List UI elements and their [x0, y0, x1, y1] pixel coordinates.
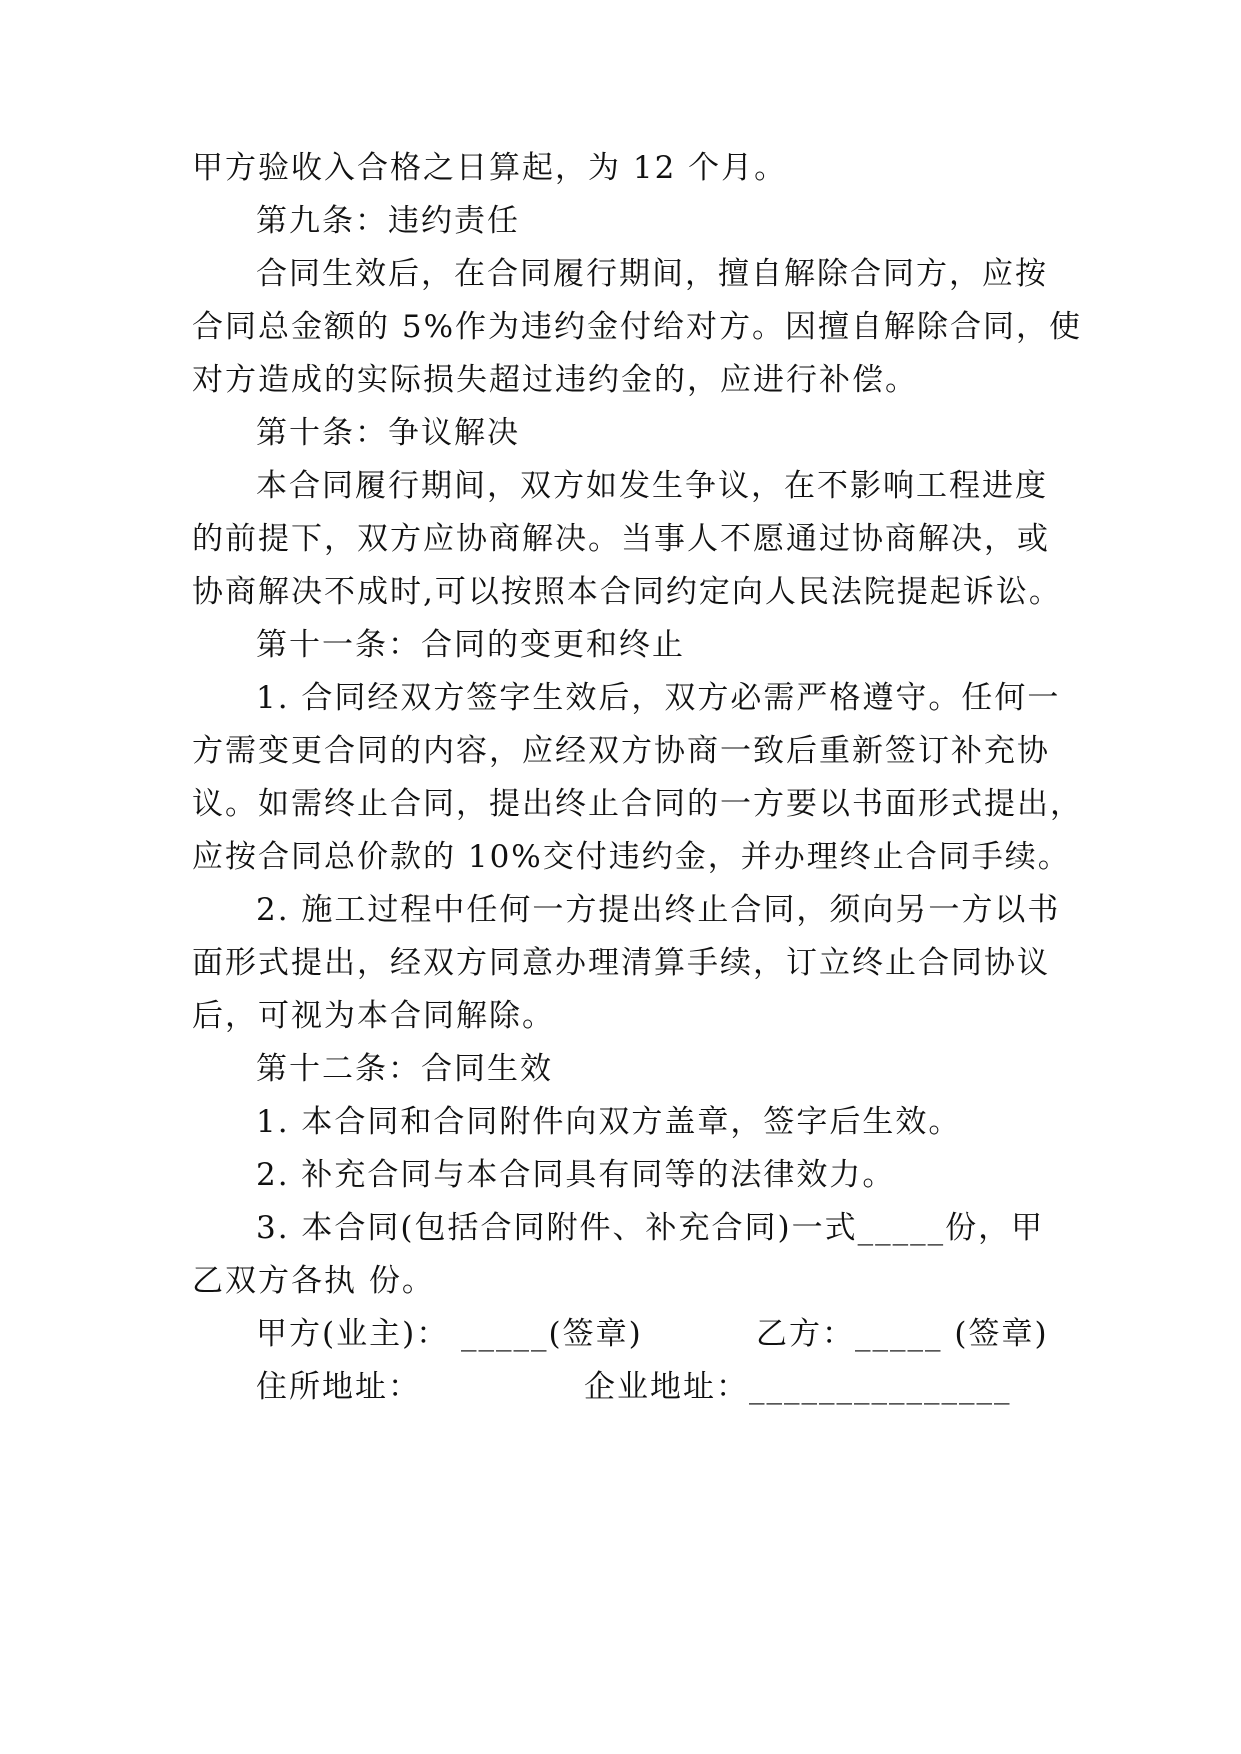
text-line: 1. 本合同和合同附件向双方盖章，签字后生效。	[256, 1104, 962, 1140]
text-line: 后，可视为本合同解除。	[192, 998, 555, 1034]
text-line: 合同生效后，在合同履行期间，擅自解除合同方，应按	[256, 256, 1048, 292]
section-heading: 第十一条：合同的变更和终止	[256, 627, 685, 663]
text-line: 2. 补充合同与本合同具有同等的法律效力。	[256, 1157, 896, 1193]
section-heading: 第十条：争议解决	[256, 415, 520, 451]
text-line: 2. 施工过程中任何一方提出终止合同，须向另一方以书	[256, 892, 1061, 928]
text-line: 应按合同总价款的 10%交付违约金，并办理终止合同手续。	[192, 839, 1071, 875]
party-b-signature: 乙方：_____ (签章)	[756, 1316, 1049, 1352]
text-line: 本合同履行期间，双方如发生争议，在不影响工程进度	[256, 468, 1048, 504]
text-line: 3. 本合同(包括合同附件、补充合同)一式_____份，甲	[256, 1210, 1045, 1246]
text-line: 甲方验收入合格之日算起，为 12 个月。	[192, 150, 788, 186]
section-heading: 第十二条：合同生效	[256, 1051, 553, 1087]
section-heading: 第九条：违约责任	[256, 203, 520, 239]
text-line: 方需变更合同的内容，应经双方协商一致后重新签订补充协	[192, 733, 1050, 769]
text-line: 的前提下，双方应协商解决。当事人不愿通过协商解决，或	[192, 521, 1050, 557]
text-line: 面形式提出，经双方同意办理清算手续，订立终止合同协议	[192, 945, 1050, 981]
party-b-address: 企业地址：_______________	[584, 1369, 1012, 1405]
text-line: 1. 合同经双方签字生效后，双方必需严格遵守。任何一	[256, 680, 1061, 716]
text-line: 对方造成的实际损失超过违约金的，应进行补偿。	[192, 362, 918, 398]
text-line: 乙双方各执 份。	[192, 1263, 435, 1299]
text-line: 议。如需终止合同，提出终止合同的一方要以书面形式提出，	[192, 786, 1083, 822]
party-a-address: 住所地址：	[256, 1369, 421, 1405]
text-line: 协商解决不成时,可以按照本合同约定向人民法院提起诉讼。	[192, 574, 1062, 610]
party-a-signature: 甲方(业主)： _____(签章)	[256, 1316, 643, 1352]
text-line: 合同总金额的 5%作为违约金付给对方。因擅自解除合同，使	[192, 309, 1083, 345]
